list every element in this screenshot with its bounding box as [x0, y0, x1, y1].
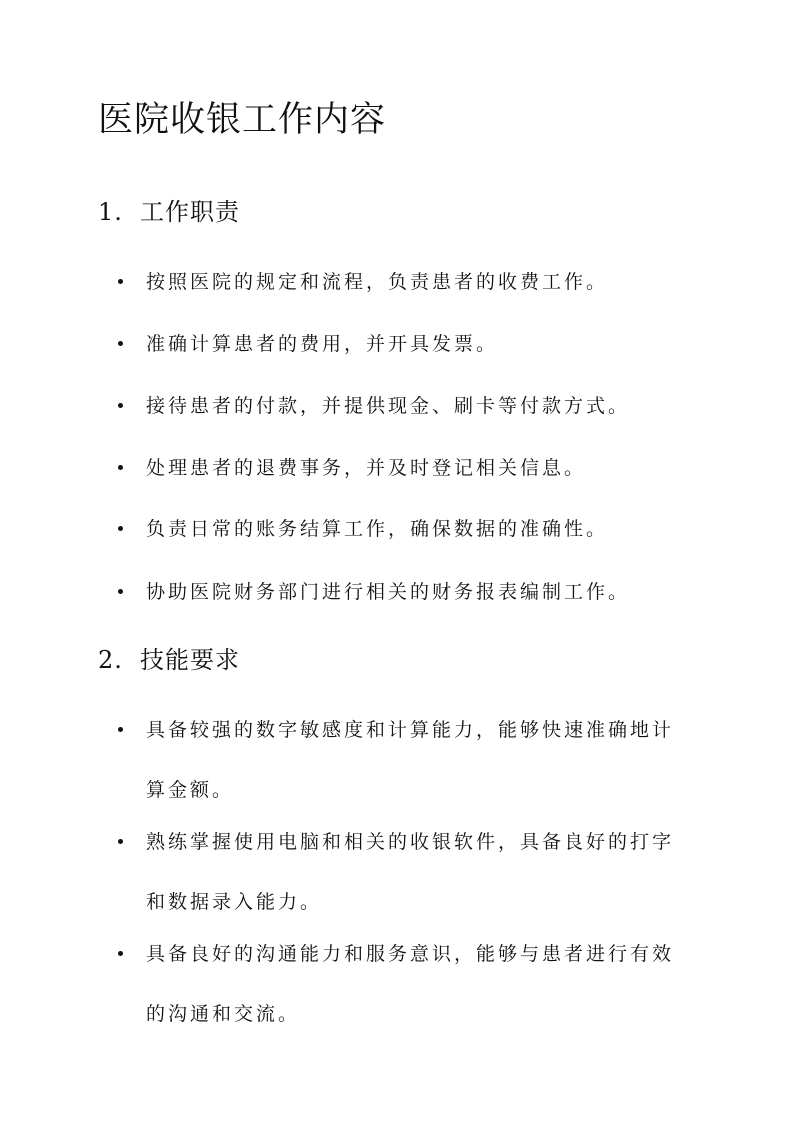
- list-item-text: 熟练掌握使用电脑和相关的收银软件，具备良好的打字和数据录入能力。: [146, 831, 675, 913]
- list-item: [118, 252, 698, 312]
- list-item-text: 具备较强的数字敏感度和计算能力，能够快速准确地计算金额。: [146, 719, 675, 801]
- list-item-text: 协助医院财务部门进行相关的财务报表编制工作。: [146, 581, 631, 603]
- section-heading-skills: [98, 642, 240, 678]
- bullet-icon: [118, 341, 123, 346]
- bullet-icon: [118, 589, 123, 594]
- bullet-icon: [118, 526, 123, 531]
- list-item-text: 处理患者的退费事务，并及时登记相关信息。: [146, 457, 587, 479]
- list-item: [118, 499, 698, 559]
- bullet-icon: [118, 951, 123, 956]
- list-item: [118, 812, 698, 932]
- section-title: 技能要求: [140, 646, 240, 674]
- list-item: [118, 700, 698, 820]
- list-item-text: 准确计算患者的费用，并开具发票。: [146, 333, 499, 355]
- list-item-text: 负责日常的账务结算工作，确保数据的准确性。: [146, 518, 609, 540]
- list-item-text: 接待患者的付款，并提供现金、刷卡等付款方式。: [146, 395, 631, 417]
- section-title: 工作职责: [140, 198, 240, 226]
- list-item-text: 具备良好的沟通能力和服务意识，能够与患者进行有效的沟通和交流。: [146, 943, 675, 1025]
- list-item: [118, 438, 698, 498]
- section-number: 2.: [98, 646, 123, 674]
- list-item: [118, 314, 698, 374]
- list-item: [118, 376, 698, 436]
- list-item: [118, 924, 698, 1044]
- bullet-icon: [118, 727, 123, 732]
- bullet-icon: [118, 839, 123, 844]
- bullet-icon: [118, 465, 123, 470]
- bullet-icon: [118, 279, 123, 284]
- section-heading-duties: [98, 194, 240, 230]
- list-item: [118, 562, 698, 622]
- page-title: 医院收银工作内容: [98, 100, 387, 140]
- section-number: 1.: [98, 198, 123, 226]
- bullet-icon: [118, 403, 123, 408]
- list-item-text: 按照医院的规定和流程，负责患者的收费工作。: [146, 271, 609, 293]
